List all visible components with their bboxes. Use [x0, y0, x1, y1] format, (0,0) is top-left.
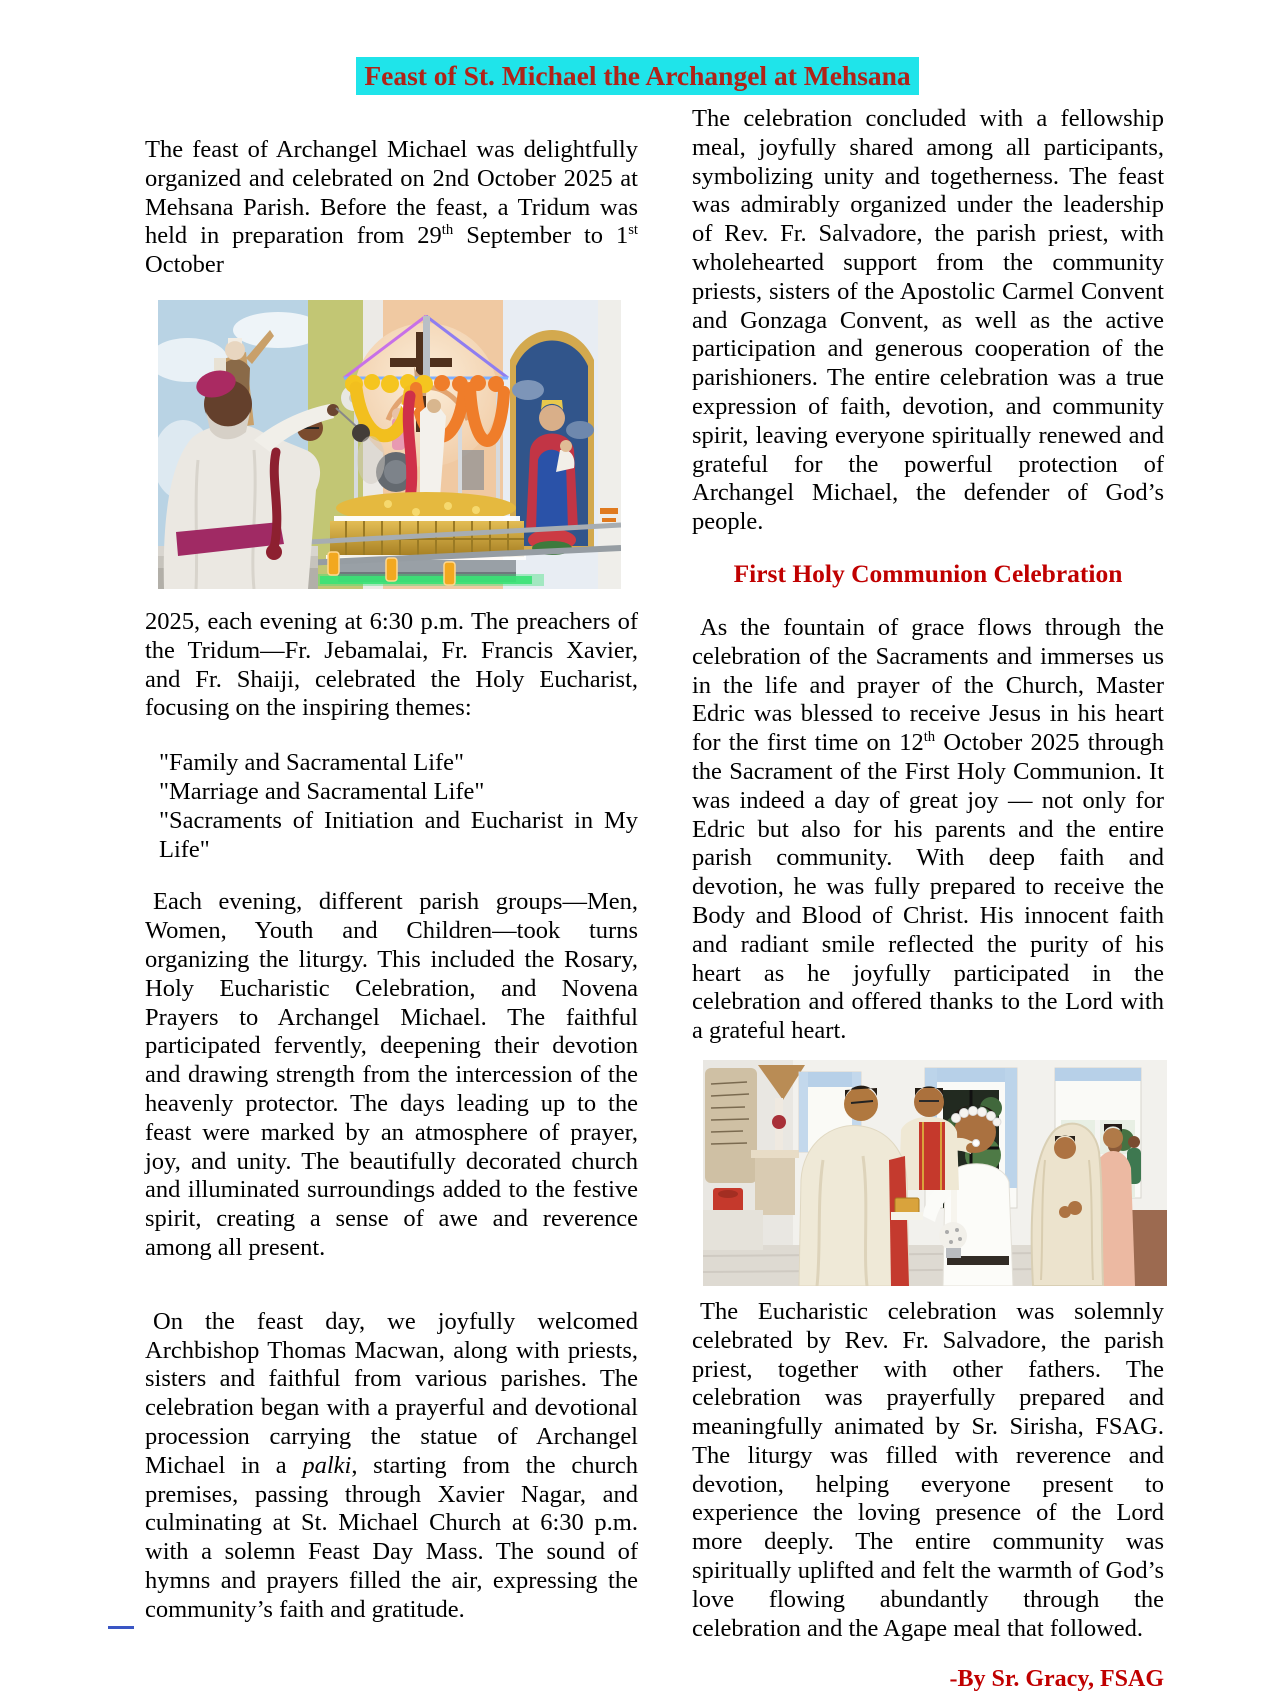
feast-palki-photo [158, 300, 621, 589]
communion-photo [703, 1060, 1167, 1286]
left-para-1 [145, 136, 638, 280]
footer-mark [108, 1626, 134, 1629]
left-para-4-text: , starting from the church premises, passing through Xavier Nagar, and culminating at St. Michael Church at 6:30 p.m. with a solemn Feast Day Mass. The sound of hymns and prayers filled the air, expressing the community’s faith and gratitude. [145, 1451, 639, 1623]
author-byline: -By Sr. Gracy, FSAG [949, 1666, 1164, 1693]
theme-item: "Sacraments of Initiation and Eucharist in My Life" [159, 806, 638, 863]
right-para-2-text: October 2025 through the Sacrament of the First Holy Communion. It was indeed a day of great joy — not only for Edric but also for his parents and the entire parish community. With deep faith and devotion, he was fully prepared to receive the Body and Blood of Christ. His innocent faith and radiant smile reflected the purity of his heart as he joyfully participated in the celebration and offered thanks to the Lord with a grateful heart. [692, 729, 1164, 1045]
left-para-1-text: The feast of Archangel Michael was delightfully organized and celebrated on 2nd October 2025 at Mehsana Parish. Before the feast, a Tridum was held in preparation from 29 [145, 136, 638, 250]
right-column [692, 105, 1164, 1694]
ordinal-sup: th [441, 222, 454, 239]
palki-italic: palki [302, 1451, 352, 1479]
communion-heading: First Holy Communion Celebration [733, 558, 1123, 588]
left-para-1-text: September to 1 [453, 222, 629, 250]
left-para-4 [145, 1308, 638, 1625]
right-para-2 [692, 614, 1164, 1046]
theme-item: "Marriage and Sacramental Life" [159, 777, 485, 805]
left-para-4-text: On the feast day, we joyfully welcomed Archbishop Thomas Macwan, along with priests, sisters and faithful from various parishes. The celebration began with a prayerful and devotional procession carrying the statue of Archangel Michael in a [145, 1307, 638, 1479]
left-column [145, 136, 638, 1624]
tridum-themes-list [145, 749, 638, 864]
ordinal-sup: st [628, 222, 639, 239]
page-title-row [0, 57, 1275, 95]
right-para-2-text: As the fountain of grace flows through the celebration of the Sacraments and immerses us in the life and prayer of the Church, Master Edric was blessed to receive Jesus in his heart for the first time on 12 [692, 613, 1164, 757]
page-title: Feast of St. Michael the Archangel at Mehsana [356, 57, 918, 95]
michael-statue [400, 396, 446, 500]
left-para-3: Each evening, different parish groups—Men, Women, Youth and Children—took turns organizing the liturgy. This included the Rosary, Holy Eucharistic Celebration, and Novena Prayers to Archangel Michael. The faithful participated fervently, deepening their devotion and drawing strength from the intercession of the heavenly protector. The days leading up to the feast were marked by an atmosphere of prayer, joy, and unity. The beautifully decorated church and illuminated surroundings added to the festive spirit, creating a sense of awe and reverence among all present. [145, 888, 638, 1261]
right-para-1: The celebration concluded with a fellowship meal, joyfully shared among all participants, symbolizing unity and togetherness. The feast was admirably organized under the leadership of Rev. Fr. Salvadore, the parish priest, with wholehearted support from the community priests, sisters of the Apostolic Carmel Convent and Gonzaga Convent, as well as the active participation and generous cooperation of the parishioners. The entire celebration was a true expression of faith, devotion, and community spirit, leaving everyone spiritually renewed and grateful for the powerful protection of Archangel Michael, the defender of God’s people. [692, 105, 1164, 536]
right-para-3: The Eucharistic celebration was solemnly celebrated by Rev. Fr. Salvadore, the parish priest, together with other fathers. The celebration was prayerfully prepared and meaningfully animated by Sr. Sirisha, FSAG. The liturgy was filled with reverence and devotion, helping everyone present to experience the loving presence of the Lord more deeply. The entire community was spiritually uplifted and felt the warmth of God’s love flowing abundantly through the celebration and the Agape meal that followed. [692, 1297, 1164, 1642]
left-para-2: 2025, each evening at 6:30 p.m. The preachers of the Tridum—Fr. Jebamalai, Fr. Francis Xavier, and Fr. Shaiji, celebrated the Holy Eucharist, focusing on the inspiring themes: [145, 607, 638, 722]
left-para-1-text: October [145, 251, 224, 279]
theme-item: "Family and Sacramental Life" [159, 749, 465, 777]
ordinal-sup: th [923, 728, 936, 745]
